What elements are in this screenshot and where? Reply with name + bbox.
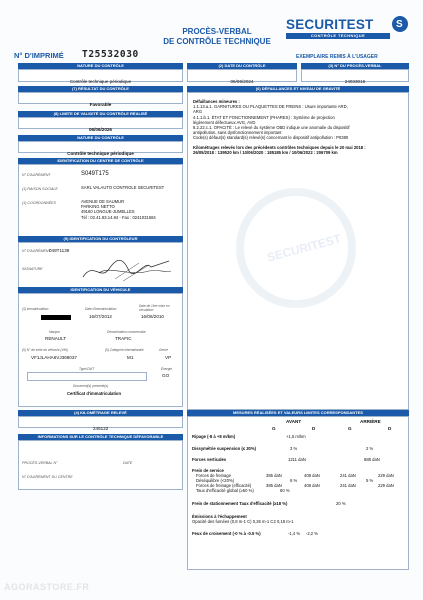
nature-header: NATURE DU CONTRÔLE: [18, 63, 183, 69]
defaillance-line: 4.1.1.b.1. ÉTAT ET FONCTIONNEMENT (PHARES) : Système de projection: [193, 114, 335, 120]
resultat-value: Favorable: [89, 102, 112, 107]
ripage-label: Ripage (-8 à +8 m/km): [192, 434, 236, 439]
vehicule-box: [18, 293, 183, 407]
fr-efficacite-av-d: 408 daN: [304, 483, 320, 488]
brand-logo-mark: S: [396, 19, 403, 30]
taux-label: Taux d'efficacité global (≥50 %): [196, 488, 254, 493]
doc-title: [162, 27, 272, 47]
info-agrement-label: N° D'AGRÉMENT DU CENTRE: [22, 475, 73, 479]
kilometrage-block: [18, 410, 183, 431]
defaillances-header: (6) DÉFAILLANCES ET NIVEAU DE GRAVITÉ: [187, 86, 409, 92]
centre-header: IDENTIFICATION DU CENTRE DE CONTRÔLE: [18, 158, 183, 164]
informations-box: [18, 440, 183, 490]
imprime-label: N° D'IMPRIMÉ: [14, 51, 64, 60]
vin-label: (5) N° de série du véhicule (VIN): [22, 348, 68, 352]
fr-freinage-av-d: 408 daN: [304, 473, 320, 478]
type-label: Type/CNIT: [79, 367, 95, 371]
nature-value: Contrôle technique périodique: [69, 79, 132, 84]
first-circ-value: 16/06/2010: [141, 314, 164, 319]
centre-coord-lines: [81, 199, 156, 220]
controleur-header: (9) IDENTIFICATION DU CONTRÔLEUR: [18, 236, 183, 242]
limite-header: (8) LIMITE DE VALIDITÉ DU CONTRÔLE RÉALISÉ: [18, 111, 183, 117]
immat-date-value: 16/07/2012: [89, 314, 112, 319]
doc-title-line1: PROCÈS-VERBAL: [182, 27, 252, 36]
centre-coord-line: AVENUE DE SAUMUR: [81, 199, 125, 204]
controleur-agrement-label: N° D'AGRÉMENT: [22, 249, 51, 253]
stationnement-value: 20 %: [336, 501, 346, 506]
defaillance-line: ARG: [193, 109, 203, 115]
nature-prochain-box: [18, 141, 183, 156]
controleur-box: [18, 242, 183, 289]
info-pv-label: PROCÈS-VERBAL N°: [22, 461, 58, 465]
kilometrage-value: 245122: [93, 426, 109, 431]
first-circ-label: Date de 1ère mise en circulation: [139, 304, 170, 312]
limite-value: 06/06/2026: [89, 127, 112, 132]
av-d-label: D: [312, 426, 316, 431]
defaillance-line: 8.2.22.c.1. OPACITÉ : Le relevé du système OBD indique une anomalie du dispositif: [193, 125, 350, 131]
agorastore-watermark: AGORASTORE.FR: [4, 582, 90, 592]
feux-values: -1,4 % -2,2 %: [288, 531, 319, 536]
defaillances-box: [187, 92, 409, 410]
ar-d-label: D: [388, 426, 392, 431]
resultat-header: (7) RÉSULTAT DU CONTRÔLE: [18, 86, 183, 92]
genre-label: Genre: [159, 348, 168, 352]
limite-block: [18, 111, 183, 132]
arriere-label: ARRIÈRE: [360, 419, 381, 424]
desequilibre-ar: 5 %: [366, 478, 374, 483]
centre-block: [18, 158, 183, 238]
stationnement-label: Frein de stationnement Taux d'efficacité (≥18 %): [192, 501, 288, 506]
doc-title-line2: DE CONTRÔLE TECHNIQUE: [163, 37, 271, 46]
marque-value: RENAULT: [45, 336, 67, 341]
forces-ar: 888 daN: [364, 457, 380, 462]
nature-block: [18, 63, 183, 82]
dissy-ar: 2 %: [366, 446, 374, 451]
avant-label: AVANT: [286, 419, 302, 424]
fr-freinage-ar-d: 229 daN: [378, 473, 394, 478]
defaillance-line: antipollution, sans dysfonctionnement important: [193, 130, 282, 136]
copy-note: EXEMPLAIRE REMIS À L'USAGER: [296, 54, 378, 60]
categorie-label: (5) Catégorie internationale: [105, 348, 144, 352]
brand-sub: CONTRÔLE TECHNIQUE: [286, 33, 390, 39]
denom-value: TRAFIC: [115, 336, 132, 341]
signature-icon: [79, 251, 174, 285]
centre-box: [18, 164, 183, 238]
denom-label: Dénomination commerciale: [107, 330, 146, 334]
immat-label: (3) Immatriculation: [22, 307, 49, 311]
brand-name: SECURITEST: [286, 17, 374, 32]
mesures-header: MESURES RÉALISÉES ET VALEURS LIMITES CORRESPONDANTES: [187, 410, 409, 416]
docs-label: Document(s) présenté(s): [73, 384, 109, 388]
centre-raison-value: SARL VALAUTO CONTROLE SECURITEST: [81, 185, 165, 190]
vin-value: VF1JLAHA6VJ369037: [31, 355, 77, 360]
vehicule-block: [18, 287, 183, 407]
date-block: [187, 63, 297, 82]
informations-header: INFORMATIONS SUR LE CONTRÔLE TECHNIQUE DÉFAVORABLE: [18, 434, 183, 440]
seal-watermark-text: SECURITEST: [265, 231, 343, 265]
km-history-label: Kilométrages relevés lors des précédents contrôles techniques depuis le 20 mai 2018 :: [193, 144, 366, 150]
informations-block: [18, 434, 183, 490]
energie-value: GO: [162, 373, 170, 378]
centre-raison-label: (1) RAISON SOCIALE: [22, 187, 58, 191]
nature-prochain-header: NATURE DU CONTRÔLE: [18, 135, 183, 141]
fr-efficacite-ar-g: 241 daN: [340, 483, 356, 488]
imprime-number: T25532030: [82, 49, 139, 60]
fr-efficacite-ar-d: 229 daN: [378, 483, 394, 488]
resultat-box: [18, 92, 183, 107]
dissy-av: 3 %: [290, 446, 298, 451]
date-box: [187, 69, 297, 82]
mesures-block: [187, 410, 409, 570]
type-field: [27, 372, 147, 381]
defaillance-line: légèrement défectueux AVG, AVD: [193, 119, 256, 125]
info-date-label: DATE: [123, 461, 133, 465]
centre-coord-label: (1) COORDONNÉES: [22, 201, 56, 205]
nature-prochain-block: [18, 135, 183, 156]
av-g-label: G: [272, 426, 276, 431]
frein-label: Frein de service: [192, 468, 224, 473]
centre-coord-line: PARKING NETTO: [81, 204, 115, 210]
controleur-block: [18, 236, 183, 289]
vehicule-header: IDENTIFICATION DU VÉHICULE: [18, 287, 183, 293]
feux-label: Feux de croisement (-0 % à -0.5 %): [192, 531, 261, 536]
fr-freinage-av-g: 385 daN: [266, 473, 282, 478]
desequilibre-label: Déséquilibre (<20%): [196, 478, 235, 483]
forces-av: 1211 daN: [288, 457, 306, 462]
controleur-agrement-value: 049T1139: [49, 248, 70, 253]
pv-number-block: [301, 63, 409, 82]
defaillances-block: [187, 86, 409, 410]
taux-value: 60 %: [280, 488, 290, 493]
fr-freinage-label: Forces de freinage: [196, 473, 231, 478]
docs-value: Certificat d'immatriculation: [67, 391, 122, 396]
categorie-value: M1: [127, 355, 134, 360]
defaillances-title: Défaillances mineures :: [193, 99, 240, 104]
centre-agrement-value: S049T175: [81, 171, 109, 177]
ar-g-label: G: [348, 426, 352, 431]
kilometrage-box: [18, 416, 183, 431]
ripage-value: +1,5 m/km: [286, 434, 306, 439]
date-header: (2) DATE DU CONTRÔLE: [187, 63, 297, 69]
centre-coord-line: 49160 LONGUE-JUMELLES: [81, 209, 135, 215]
fr-efficacite-av-g: 385 daN: [266, 483, 282, 488]
defaillance-line: 1.1.13.a.1. GARNITURES OU PLAQUETTES DE FREINS : Usure importante ARD,: [193, 104, 348, 110]
immat-redacted: [41, 315, 71, 320]
signature-label: SIGNATURE: [22, 267, 43, 271]
fr-efficacite-label: Forces de freinage (efficacité): [196, 483, 252, 488]
limite-box: [18, 117, 183, 132]
centre-coord-line: Tél : 02.41.83.14.84 - Fax : 0241031584: [81, 214, 156, 220]
resultat-block: [18, 86, 183, 107]
dissy-label: Dissymétrie suspension (≤ 30%): [192, 446, 256, 451]
marque-label: Marque: [49, 330, 60, 334]
nature-box: [18, 69, 183, 82]
date-value: 06/06/2024: [230, 79, 254, 84]
centre-agrement-label: N° D'AGRÉMENT: [22, 173, 51, 177]
genre-value: VP: [165, 355, 172, 360]
forces-label: Forces verticales: [192, 457, 227, 462]
desequilibre-av: 6 %: [290, 478, 298, 483]
defaillance-line: Code(s) défaut(s) standard(s) relevé(s) concernant le dispositif antipollution : P0380: [193, 135, 349, 141]
energie-label: Énergie: [161, 367, 172, 371]
emissions-label: Émissions à l'échappement: [192, 514, 247, 519]
pv-number-value: 24033016: [344, 79, 366, 84]
pv-number-header: (3) N° DU PROCÈS-VERBAL: [301, 63, 409, 69]
mesures-box: [187, 416, 409, 570]
fr-freinage-ar-g: 241 daN: [340, 473, 356, 478]
emissions-value: Opacité des fumées (0,8 m-1 C) 0,26 m-1 C2 0,18 m-1: [192, 519, 294, 524]
immat-date-label: Date d'immatriculation: [85, 307, 117, 311]
defaillances-list: [193, 104, 403, 140]
pv-number-box: [301, 69, 409, 82]
brand-logo: [286, 17, 410, 43]
km-history-value: 26/05/2018 : 139520 km / 10/06/2020 : 185185 km / 10/06/2022 : 206709 km: [193, 149, 338, 155]
nature-prochain-value: Contrôle technique périodique: [67, 151, 134, 156]
kilometrage-header: (4) KILOMÉTRAGE RELEVÉ: [18, 410, 183, 416]
